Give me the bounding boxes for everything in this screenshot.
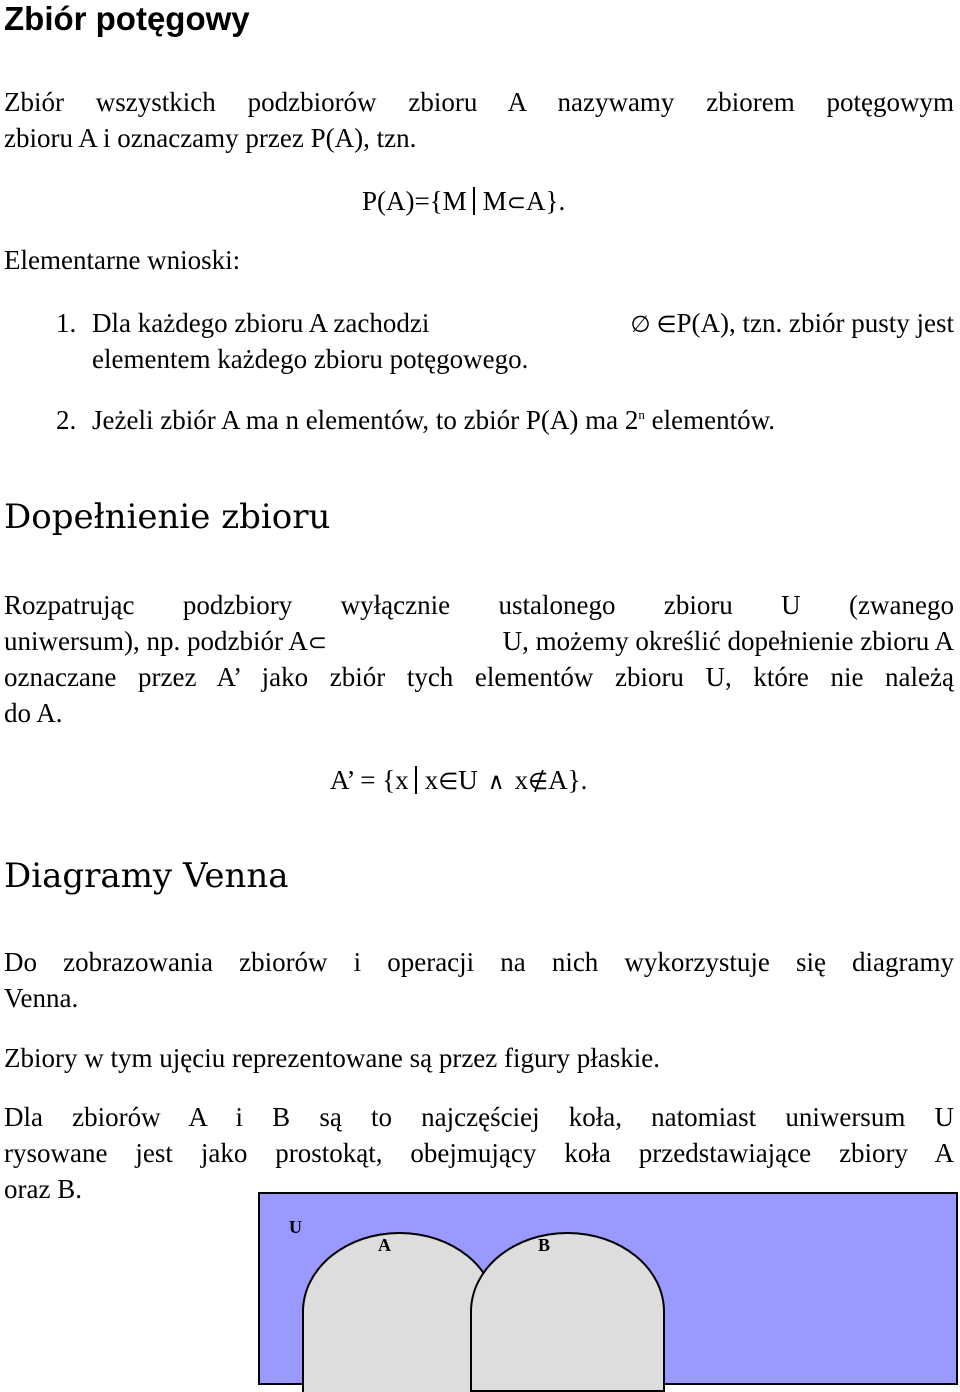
element-of-symbol: ∈ — [438, 769, 459, 795]
not-element-of-symbol: ∉ — [528, 769, 549, 795]
power-set-formula: P(A)={M M⊂A}. — [362, 186, 566, 216]
power-set-definition-line2: zbioru A i oznaczamy przez P(A), tzn. — [4, 123, 417, 153]
subset-symbol: ⊂ — [307, 630, 327, 656]
empty-set-symbol: ∅ — [630, 312, 651, 338]
list-item-1-line2: elementem każdego zbioru potęgowego. — [92, 344, 529, 374]
venn-p3-line3: oraz B. — [4, 1174, 82, 1204]
venn-label-a: A — [378, 1235, 391, 1255]
venn-p2: Zbiory w tym ujęciu reprezentowane są przez figury płaskie. — [4, 1043, 660, 1073]
complement-line1: Rozpatrując podzbiory wyłącznie ustalonego zbioru U (zwanego — [4, 590, 954, 620]
venn-set-b-circle — [470, 1232, 665, 1392]
set-builder-bar — [415, 766, 417, 794]
complement-line3: oznaczane przez A’ jako zbiór tych elementów zbioru U, które nie należą — [4, 662, 954, 692]
list-item-2-number: 2. — [56, 405, 77, 435]
complement-line4: do A. — [4, 698, 63, 728]
venn-label-u: U — [289, 1217, 302, 1237]
list-item-1-line1: Dla każdego zbioru A zachodzi ∅ ∈P(A), tzn. zbiór pusty jest — [92, 308, 954, 338]
venn-p1-line2: Venna. — [4, 983, 79, 1013]
venn-p3-line2: rysowane jest jako prostokąt, obejmujący koła przedstawiające zbiory A — [4, 1138, 954, 1168]
section-title-power-set: Zbiór potęgowy — [4, 0, 250, 37]
venn-label-b: B — [538, 1235, 551, 1255]
section-title-complement: Dopełnienie zbioru — [4, 497, 331, 537]
complement-line2: uniwersum), np. podzbiór A⊂ U, możemy określić dopełnienie zbioru A — [4, 626, 954, 656]
and-symbol: ∧ — [487, 769, 505, 795]
list-item-1-number: 1. — [56, 308, 77, 338]
venn-p3-line1: Dla zbiorów A i B są to najczęściej koła, natomiast uniwersum U — [4, 1102, 954, 1132]
list-item-2: Jeżeli zbiór A ma n elementów, to zbiór P(A) ma 2$^n$ elementów. — [92, 405, 776, 435]
set-builder-bar — [473, 187, 475, 215]
conclusions-label: Elementarne wnioski: — [4, 245, 241, 275]
subset-symbol: ⊂ — [506, 190, 526, 216]
venn-p1-line1: Do zobrazowania zbiorów i operacji na nich wykorzystuje się diagramy — [4, 947, 954, 977]
complement-formula: A’ = {x x∈U ∧ x∉A}. — [330, 765, 588, 795]
power-set-definition-line1: Zbiór wszystkich podzbiorów zbioru A nazywamy zbiorem potęgowym — [4, 87, 954, 117]
element-of-symbol: ∈ — [656, 312, 677, 338]
venn-set-a-circle — [302, 1232, 497, 1392]
section-title-venn: Diagramy Venna — [4, 856, 289, 896]
